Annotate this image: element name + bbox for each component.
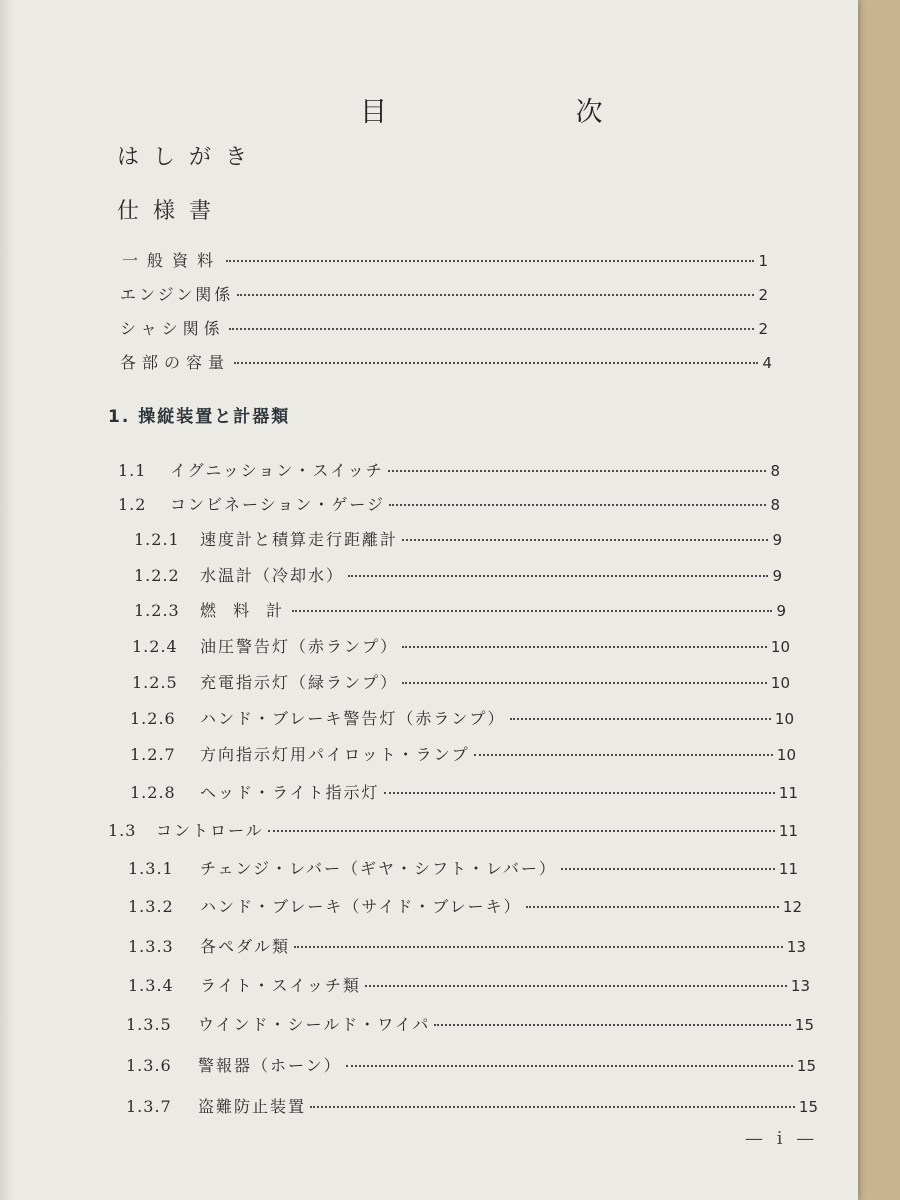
toc-entry-number: 1.3.1 — [128, 859, 174, 878]
leader-dots — [434, 1024, 791, 1026]
leader-dots — [294, 946, 783, 948]
toc-entry-number: 1.1 — [118, 461, 147, 480]
leader-dots — [526, 906, 779, 908]
toc-entry-page: 9 — [776, 602, 786, 620]
toc-entry-1-3-4[interactable] — [128, 973, 810, 996]
page-spine — [0, 0, 14, 1200]
toc-entry-label: シャシ関係 — [120, 319, 225, 338]
toc-entry-page: 4 — [762, 354, 772, 372]
toc-entry-number: 1.3.7 — [126, 1097, 172, 1116]
toc-entry-page: 2 — [758, 320, 768, 338]
toc-entry-page: 10 — [770, 638, 790, 656]
leader-dots — [474, 754, 773, 756]
leader-dots — [389, 504, 766, 506]
leader-dots — [229, 328, 755, 330]
leader-dots — [292, 610, 772, 612]
toc-entry-number: 1.2.1 — [134, 530, 180, 549]
toc-entry-1-3-3[interactable] — [128, 934, 806, 957]
toc-entry-number: 1.2.7 — [130, 745, 176, 764]
toc-entry-number: 1.3.2 — [128, 897, 174, 916]
toc-entry-label: 水温計（冷却水） — [200, 566, 345, 585]
leader-dots — [310, 1106, 795, 1108]
toc-entry-page: 9 — [772, 567, 782, 585]
toc-entry-page: 13 — [786, 938, 806, 956]
leader-dots — [402, 539, 768, 541]
page-title: 目 次 — [360, 97, 693, 128]
toc-entry-label: ヘッド・ライト指示灯 — [200, 783, 380, 802]
toc-entry-page: 15 — [798, 1098, 818, 1116]
spec-heading: 仕様書 — [117, 199, 226, 224]
leader-dots — [402, 646, 767, 648]
toc-entry-page: 11 — [778, 860, 798, 878]
leader-dots — [348, 575, 768, 577]
leader-dots — [510, 718, 771, 720]
toc-entry-label: コントロール — [156, 821, 264, 840]
toc-entry-page: 10 — [776, 746, 796, 764]
page-number-footer: — i — — [745, 1128, 819, 1149]
toc-entry-number: 1.3.3 — [128, 937, 174, 956]
toc-entry-label: 一般資料 — [122, 251, 223, 270]
toc-entry-page: 8 — [770, 462, 780, 480]
leader-dots — [365, 985, 787, 987]
toc-entry-number: 1.2.4 — [132, 637, 178, 656]
toc-entry-page: 9 — [772, 531, 782, 549]
toc-entry-number: 1.3.5 — [126, 1015, 172, 1034]
leader-dots — [402, 682, 767, 684]
toc-entry-label: エンジン関係 — [120, 285, 234, 304]
leader-dots — [226, 260, 754, 262]
toc-entry-number: 1.2.5 — [132, 673, 178, 692]
toc-entry-page: 11 — [778, 784, 798, 802]
toc-entry-number: 1.2.3 — [134, 601, 180, 620]
toc-entry-spec-1[interactable] — [122, 248, 768, 271]
toc-entry-page: 1 — [758, 252, 768, 270]
toc-entry-page: 2 — [758, 286, 768, 304]
toc-entry-number: 1.3 — [108, 821, 137, 840]
leader-dots — [346, 1065, 793, 1067]
toc-entry-label: 盗難防止装置 — [198, 1097, 307, 1116]
toc-entry-spec-4[interactable] — [120, 350, 772, 373]
toc-entry-number: 1.2.8 — [130, 783, 176, 802]
toc-entry-1-2-1[interactable] — [134, 527, 782, 550]
toc-entry-label: 充電指示灯（緑ランプ） — [200, 673, 399, 692]
toc-entry-page: 15 — [796, 1057, 816, 1075]
toc-entry-1-3-5[interactable] — [126, 1012, 814, 1035]
toc-entry-label: ライト・スイッチ類 — [200, 976, 361, 995]
leader-dots — [388, 470, 767, 472]
toc-entry-1-2[interactable] — [118, 492, 780, 515]
leader-dots — [234, 362, 758, 364]
toc-entry-1-2-6[interactable] — [130, 706, 794, 729]
toc-entry-label: イグニッション・スイッチ — [170, 461, 384, 480]
toc-entry-number: 1.2.2 — [134, 566, 180, 585]
toc-entry-number: 1.2 — [118, 495, 147, 514]
leader-dots — [237, 294, 754, 296]
toc-entry-number: 1.3.6 — [126, 1056, 172, 1075]
toc-entry-1-2-4[interactable] — [132, 634, 790, 657]
toc-entry-label: 油圧警告灯（赤ランプ） — [200, 637, 399, 656]
toc-entry-label: コンビネーション・ゲージ — [170, 495, 386, 514]
toc-entry-label: 速度計と積算走行距離計 — [200, 530, 399, 549]
toc-entry-1-2-3[interactable] — [134, 598, 786, 621]
toc-entry-page: 12 — [782, 898, 802, 916]
toc-entry-spec-3[interactable] — [120, 316, 768, 339]
toc-entry-number: 1.2.6 — [130, 709, 176, 728]
toc-entry-label: チェンジ・レバー（ギヤ・シフト・レバー） — [200, 859, 557, 878]
toc-entry-spec-2[interactable] — [120, 282, 768, 305]
toc-entry-1-3-2[interactable] — [128, 894, 802, 917]
preface-heading: はしがき — [117, 145, 262, 170]
toc-entry-1-3[interactable] — [108, 818, 798, 841]
toc-entry-1-2-5[interactable] — [132, 670, 790, 693]
leader-dots — [561, 868, 775, 870]
toc-entry-page: 13 — [790, 977, 810, 995]
toc-entry-page: 15 — [794, 1016, 814, 1034]
toc-entry-number: 1.3.4 — [128, 976, 174, 995]
toc-entry-1-2-7[interactable] — [130, 742, 796, 765]
toc-entry-label: 方向指示灯用パイロット・ランプ — [200, 745, 470, 764]
toc-entry-page: 8 — [770, 496, 780, 514]
toc-entry-label: 各部の容量 — [120, 353, 231, 372]
toc-entry-label: ハンド・ブレーキ警告灯（赤ランプ） — [200, 709, 506, 728]
toc-entry-label: ウインド・シールド・ワイパ — [198, 1015, 431, 1034]
leader-dots — [268, 830, 775, 832]
chapter-heading: 1. 操縦装置と計器類 — [108, 407, 291, 427]
toc-entry-page: 11 — [778, 822, 798, 840]
toc-entry-1-3-1[interactable] — [128, 856, 798, 879]
toc-entry-1-3-6[interactable] — [126, 1053, 816, 1076]
toc-entry-1-2-8[interactable] — [130, 780, 798, 803]
toc-entry-label: 燃 料 計 — [200, 601, 289, 620]
toc-entry-page: 10 — [770, 674, 790, 692]
toc-entry-label: 各ペダル類 — [200, 937, 291, 956]
toc-entry-label: ハンド・ブレーキ（サイド・ブレーキ） — [200, 897, 522, 916]
toc-entry-label: 警報器（ホーン） — [198, 1056, 342, 1075]
toc-entry-1-2-2[interactable] — [134, 563, 782, 586]
toc-entry-1-1[interactable] — [118, 458, 780, 481]
toc-entry-1-3-7[interactable] — [126, 1094, 818, 1117]
leader-dots — [384, 792, 775, 794]
toc-entry-page: 10 — [774, 710, 794, 728]
